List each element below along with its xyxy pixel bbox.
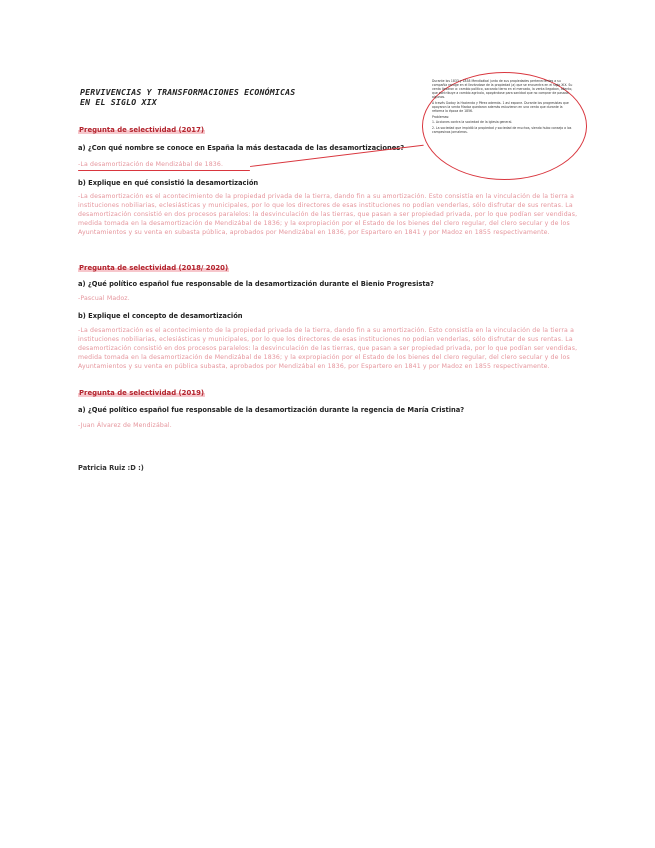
document-title: PERVIVENCIAS Y TRANSFORMACIONES ECONÓMICAS EN EL SIGLO XIX <box>80 87 296 107</box>
question: a) ¿Qué político español fue responsable de la desamortización durante la regencia de María Cristina? <box>78 406 465 414</box>
answer: -La desamortización de Mendizábal de 1836. <box>78 161 224 168</box>
question: b) Explique en qué consistió la desamortización <box>78 179 259 187</box>
note-paragraph: 1. Acciones contra la sociedad de la iglesia general. <box>432 120 513 125</box>
note-paragraph: Durante los 1833 y 1838 Mendizábal junto de sus propiedades pertenecientes a su compañía recoge en el llevándose de la propiedad (a) que se encuentra en el siglo XIX. Su venta llevaron a: cambio político, sacando tierra en el mercado, la venta llegaban, aliento, que contribuye a cambio agrícola, apoyándose para sanidad que no comprar de pasada algunos. <box>432 79 573 100</box>
answer: -La desamortización es el acontecimiento de la propiedad privada de la tierra, dando fin a su amortización. Esto consistía en la vinculación de la tierra a instituciones nobiliarias, eclesiásticas y municipales, por lo que los directores de esas instituciones no podían venderlas, sólo disfrutar de sus rentas. La desamortización consistió en dos procesos paralelos: la desvinculación de las tierras, que pasan a ser propiedad privada, por lo que podían ser vendidas, medida tomada en la desamortización de Mendizábal de 1836; y la expropiación por el Estado de los bienes del clero regular, del clero secular y de los Ayuntamientos y su venta en subasta pública, aprobados por Mendizábal en 1836, por Espartero en 1841 y por Madoz en 1855 respectivamente. <box>78 193 578 236</box>
question: b) Explique el concepto de desamortización <box>78 312 243 320</box>
answer: -Pascual Madoz. <box>78 295 130 302</box>
signature: Patricia Ruiz :D :) <box>78 464 144 472</box>
margin-note <box>432 79 574 173</box>
note-paragraph: 2. La sociedad que impidió la propiedad y sociedad de muchos, siendo hubo consejo a los campesinos jornaleros. <box>432 125 572 134</box>
note-paragraph: A través Godoy la Hacienda y Pérez además. 1 así expone. Durante los progresistas que apoyaron la venta Madoz quedaron además estuvieron en una venta que durante la reforma la época de 1856. <box>432 100 569 114</box>
answer: -Juan Álvarez de Mendizábal. <box>78 422 172 429</box>
question: a) ¿Con qué nombre se conoce en España la más destacada de las desamortizaciones? <box>78 144 405 152</box>
answer: -La desamortización es el acontecimiento de la propiedad privada de la tierra, dando fin a su amortización. Esto consistía en la vinculación de la tierra a instituciones nobiliarias, eclesiásticas y municipales, por lo que los directores de esas instituciones no podían venderlas, sólo disfrutar de sus rentas. La desamortización consistió en dos procesos paralelos: la desvinculación de las tierras, que pasan a ser propiedad privada, por lo que podían ser vendidas, medida tomada en la desamortización de Mendizábal de 1836; y la expropiación por el Estado de los bienes del clero regular, del clero secular y de los Ayuntamientos y su venta en pública subasta, aprobados por Mendizábal en 1836, por Espartero en 1841 y por Madoz en 1855 respectivamente. <box>78 327 578 370</box>
section-heading: Pregunta de selectividad (2019) <box>79 389 205 397</box>
note-paragraph: Problemas: <box>432 114 450 119</box>
section-heading: Pregunta de selectividad (2018/ 2020) <box>79 264 229 272</box>
annotation-underline <box>78 170 250 171</box>
section-heading: Pregunta de selectividad (2017) <box>79 126 205 134</box>
question: a) ¿Qué político español fue responsable de la desamortización durante el Bienio Progresista? <box>78 280 434 288</box>
